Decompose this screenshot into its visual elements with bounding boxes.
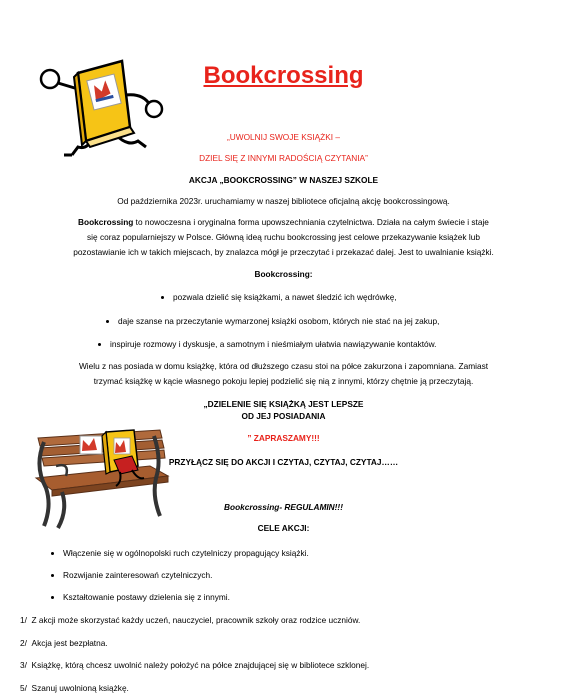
benefit-item: pozwala dzielić się książkami, a nawet śledzić ich wędrówkę, <box>173 292 397 302</box>
goal-item: Włączenie się w ogólnopolski ruch czytelniczy propagujący książki. <box>63 548 309 558</box>
sharing-line-1: „DZIELENIE SIĘ KSIĄŻKĄ JEST LEPSZE <box>203 399 364 409</box>
benefit-item: daje szanse na przeczytanie wymarzonej książki osobom, których nie stać na jej zakup, <box>118 316 440 326</box>
bullet <box>51 574 54 577</box>
description-line-2: się coraz popularniejszy w Polsce. Główną ideą ruchu bookcrossing jest celowe przekazywanie książek lub <box>87 232 480 242</box>
sharing-line-2: OD JEJ POSIADANIA <box>241 411 326 421</box>
goals-heading: CELE AKCJI: <box>257 523 310 533</box>
appeal-paragraph <box>22 359 545 389</box>
bullet <box>106 320 109 323</box>
benefit-item: inspiruje rozmowy i dyskusje, a samotnym i nieśmiałym ułatwia nawiązywanie kontaktów. <box>110 339 437 349</box>
description-line-3: pozostawianie ich w takich miejscach, by znalazca mógł je przeczytać i przekazać dalej. Jest to uwalnianie książki. <box>73 247 494 257</box>
appeal-line-1: Wielu z nas posiada w domu książkę, która od dłuższego czasu stoi na półce zakurzona i zapomniana. Zamiast <box>78 361 489 371</box>
appeal-line-2: trzymać książkę w kącie własnego pokoju lepiej podzielić się nią z innymi, którzy chętnie ją przeczytają. <box>93 376 474 386</box>
rule-text: Akcja jest bezpłatna. <box>31 638 108 648</box>
bullet <box>51 596 54 599</box>
page-title: Bookcrossing <box>203 62 364 89</box>
slogan-line-2: DZIEL SIĘ Z INNYMI RADOŚCIĄ CZYTANIA” <box>199 153 368 163</box>
rule-item <box>20 614 360 626</box>
benefits-heading: Bookcrossing: <box>254 269 313 279</box>
description-lead: Bookcrossing <box>78 217 134 227</box>
bullet <box>51 552 54 555</box>
rule-item <box>20 637 108 649</box>
regulations-title: Bookcrossing- REGULAMIN!!! <box>224 502 343 512</box>
rule-text: Książkę, którą chcesz uwolnić należy położyć na półce znajdującej się w bibliotece szklonej. <box>31 660 370 670</box>
join-text: PRZYŁĄCZ SIĘ DO AKCJI I CZYTAJ, CZYTAJ, CZYTAJ…… <box>168 457 399 467</box>
goal-item: Kształtowanie postawy dzielenia się z innymi. <box>63 592 230 602</box>
intro-text: Od października 2023r. uruchamiamy w naszej bibliotece oficjalną akcję bookcrossingową. <box>117 196 450 206</box>
rule-number: 3/ <box>20 660 27 670</box>
invite-text: ” ZAPRASZAMY!!! <box>247 433 320 443</box>
rule-number: 5/ <box>20 683 27 693</box>
action-heading: AKCJA „BOOKCROSSING” W NASZEJ SZKOLE <box>188 175 379 185</box>
bullet <box>161 296 164 299</box>
rule-item <box>20 659 369 671</box>
rule-item <box>20 682 129 694</box>
rule-text: Szanuj uwolnioną książkę. <box>31 683 129 693</box>
rule-number: 1/ <box>20 615 27 625</box>
rule-text: Z akcji może skorzystać każdy uczeń, nauczyciel, pracownik szkoły oraz rodzice uczniów. <box>31 615 361 625</box>
description-paragraph <box>22 215 545 260</box>
slogan-line-1: „UWOLNIJ SWOJE KSIĄŻKI – <box>227 132 340 142</box>
rule-number: 2/ <box>20 638 27 648</box>
bullet <box>98 343 101 346</box>
description-line-1: to nowoczesna i oryginalna forma upowszechniania czytelnictwa. Działa na całym świecie i staje <box>133 217 489 227</box>
goal-item: Rozwijanie zainteresowań czytelniczych. <box>63 570 213 580</box>
